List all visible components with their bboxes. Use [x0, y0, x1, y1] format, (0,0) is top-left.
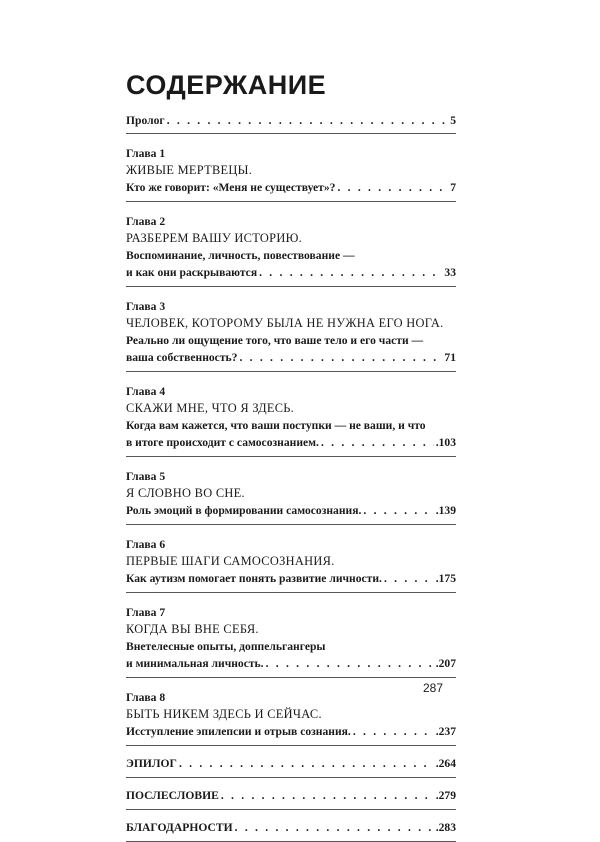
- chapter-title: РАЗБЕРЕМ ВАШУ ИСТОРИЮ.: [126, 231, 303, 245]
- dot-leader: [259, 264, 442, 281]
- dot-leader: [266, 655, 434, 672]
- dot-leader: [221, 787, 434, 804]
- toc-entry-line: [126, 179, 456, 196]
- chapter-subtitle: и как они раскрываются: [126, 266, 258, 279]
- chapter-label: Глава 4: [126, 385, 166, 398]
- chapter-subtitle: Роль эмоций в формировании самосознания.: [126, 504, 362, 517]
- toc-page-number: 5: [450, 114, 456, 127]
- toc-page-number: .175: [435, 572, 456, 585]
- chapter-label: Глава 3: [126, 300, 166, 313]
- toc-chapter-1[interactable]: [126, 145, 456, 196]
- dot-leader: [321, 434, 434, 451]
- chapter-label: Глава 8: [126, 691, 166, 704]
- dot-leader: [239, 349, 442, 366]
- toc-page-number: .264: [435, 757, 456, 770]
- toc-entry-label: ПОСЛЕСЛОВИЕ: [126, 789, 219, 802]
- chapter-subtitle: ваша собственность?: [126, 351, 238, 364]
- page-title: СОДЕРЖАНИЕ: [126, 70, 327, 100]
- dot-leader: [353, 723, 434, 740]
- chapter-title: Я СЛОВНО ВО СНЕ.: [126, 486, 245, 500]
- chapter-label: Глава 6: [126, 538, 166, 551]
- toc-page-number: .139: [435, 504, 456, 517]
- toc-entry-line: [126, 723, 456, 740]
- chapter-label: Глава 1: [126, 147, 166, 160]
- chapter-subtitle: в итоге происходит с самосознанием.: [126, 436, 319, 449]
- table-of-contents: [126, 112, 456, 842]
- chapter-subtitle: Как аутизм помогает понять развитие личности.: [126, 572, 382, 585]
- toc-page-number: 7: [450, 181, 456, 194]
- toc-chapter-5[interactable]: [126, 468, 456, 519]
- toc-entry-line: [126, 434, 456, 451]
- toc-chapter-3[interactable]: [126, 298, 456, 366]
- toc-entry-afterword[interactable]: [126, 787, 456, 804]
- chapter-title: БЫТЬ НИКЕМ ЗДЕСЬ И СЕЙЧАС.: [126, 707, 322, 721]
- page-number: 287: [423, 681, 444, 695]
- chapter-subtitle: Кто же говорит: «Меня не существует»?: [126, 181, 336, 194]
- toc-entry-prologue[interactable]: [126, 112, 456, 129]
- toc-entry-line: [126, 502, 456, 519]
- chapter-label: Глава 5: [126, 470, 166, 483]
- chapter-subtitle: Внетелесные опыты, доппельгангеры: [126, 640, 326, 653]
- toc-chapter-8[interactable]: [126, 689, 456, 740]
- chapter-title: ЖИВЫЕ МЕРТВЕЦЫ.: [126, 163, 253, 177]
- toc-page-number: 71: [444, 351, 456, 364]
- toc-entry-label: ЭПИЛОГ: [126, 757, 177, 770]
- toc-page-number: .207: [435, 657, 456, 670]
- toc-entry-line: [126, 264, 456, 281]
- divider: [126, 524, 456, 525]
- chapter-subtitle: Реально ли ощущение того, что ваше тело и его части —: [126, 334, 424, 347]
- toc-entry-label: БЛАГОДАРНОСТИ: [126, 821, 233, 834]
- dot-leader: [384, 570, 434, 587]
- toc-chapter-2[interactable]: [126, 213, 456, 281]
- toc-chapter-7[interactable]: [126, 604, 456, 672]
- chapter-subtitle: Воспоминание, личность, повествование —: [126, 249, 355, 262]
- chapter-label: Глава 2: [126, 215, 166, 228]
- toc-entry-acknowledgements[interactable]: [126, 819, 456, 836]
- toc-chapter-6[interactable]: [126, 536, 456, 587]
- toc-entry-label: Пролог: [126, 114, 165, 127]
- dot-leader: [167, 112, 449, 129]
- toc-page-number: .103: [435, 436, 456, 449]
- divider: [126, 745, 456, 746]
- chapter-title: ПЕРВЫЕ ШАГИ САМОСОЗНАНИЯ.: [126, 554, 335, 568]
- toc-entry-epilogue[interactable]: [126, 755, 456, 772]
- divider: [126, 286, 456, 287]
- toc-page-number: .237: [435, 725, 456, 738]
- toc-page-number: 33: [444, 266, 456, 279]
- divider: [126, 371, 456, 372]
- chapter-label: Глава 7: [126, 606, 166, 619]
- toc-page-number: .283: [435, 821, 456, 834]
- dot-leader: [179, 755, 434, 772]
- chapter-subtitle: и минимальная личность.: [126, 657, 264, 670]
- toc-entry-line: [126, 655, 456, 672]
- chapter-title: КОГДА ВЫ ВНЕ СЕБЯ.: [126, 622, 259, 636]
- divider: [126, 777, 456, 778]
- divider: [126, 592, 456, 593]
- toc-page-number: .279: [435, 789, 456, 802]
- dot-leader: [363, 502, 433, 519]
- chapter-subtitle: Когда вам кажется, что ваши поступки — не ваши, и что: [126, 419, 426, 432]
- toc-entry-line: [126, 349, 456, 366]
- toc-entry-line: [126, 570, 456, 587]
- divider: [126, 809, 456, 810]
- divider: [126, 677, 456, 678]
- chapter-title: СКАЖИ МНЕ, ЧТО Я ЗДЕСЬ.: [126, 401, 295, 415]
- chapter-subtitle: Исступление эпилепсии и отрыв сознания.: [126, 725, 351, 738]
- dot-leader: [235, 819, 434, 836]
- dot-leader: [337, 179, 448, 196]
- chapter-title: ЧЕЛОВЕК, КОТОРОМУ БЫЛА НЕ НУЖНА ЕГО НОГА.: [126, 316, 444, 330]
- divider: [126, 456, 456, 457]
- divider: [126, 133, 456, 134]
- divider: [126, 201, 456, 202]
- toc-chapter-4[interactable]: [126, 383, 456, 451]
